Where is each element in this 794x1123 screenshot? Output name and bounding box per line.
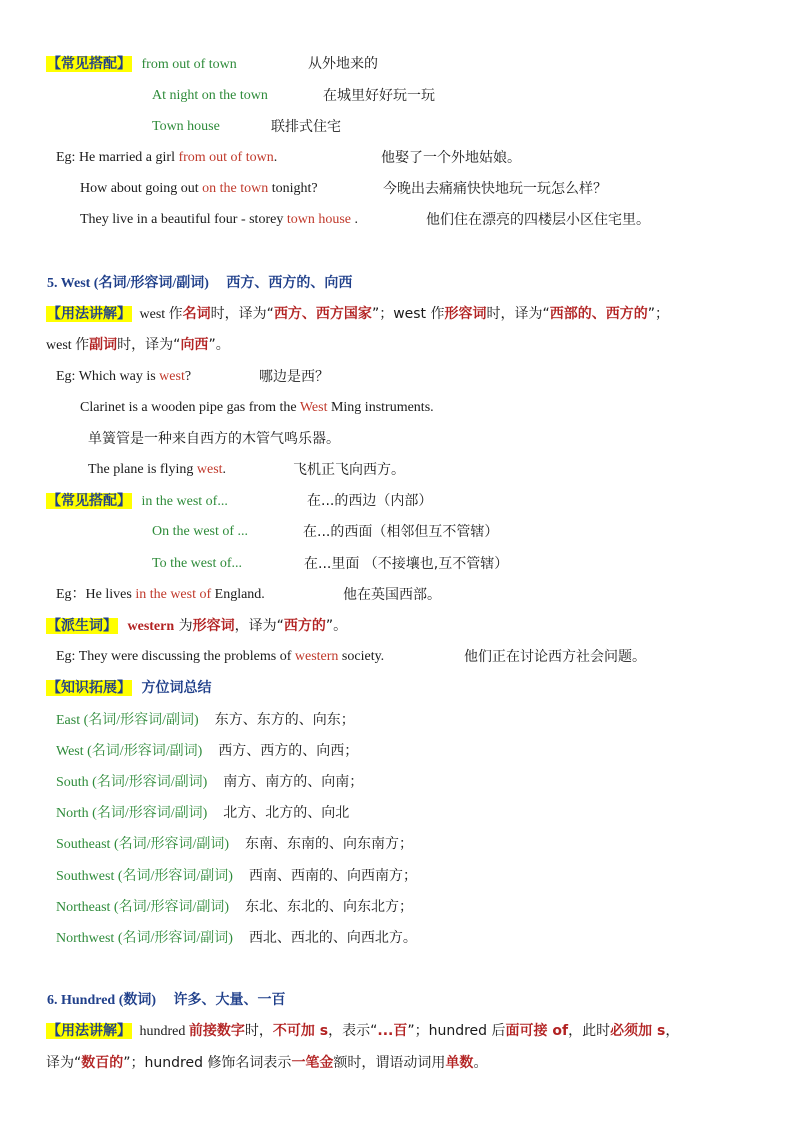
example-sentence: They live in a beautiful four - storey town house . <box>80 212 358 227</box>
section-title <box>47 990 286 1011</box>
collocation-cn: 联排式住宅 <box>271 119 341 135</box>
derived-tag: 【派生词】 <box>47 618 117 634</box>
section-title-en: 6. Hundred (数词) <box>47 993 157 1008</box>
section-title-cn: 西方、西方的、向西 <box>226 275 353 291</box>
example-translation: 他们正在讨论西方社会问题。 <box>464 649 646 665</box>
direction-item: Northeast (名词/形容词/副词) 东北、东北的、向东北方； <box>56 899 414 915</box>
highlight-word: western <box>294 649 339 664</box>
collocation-cn: 在...的西边（内部） <box>307 493 433 509</box>
usage-paragraph-cont: 译为“数百的”；hundred 修饰名词表示一笔金额时，谓语动词用单数。 <box>46 1055 488 1071</box>
collocation-tag: 【常见搭配】 <box>47 493 131 509</box>
direction-item: South (名词/形容词/副词) 南方、南方的、向南； <box>56 774 364 790</box>
highlight-word: West <box>299 400 328 415</box>
collocation-en: To the west of... <box>152 556 243 571</box>
usage-paragraph: 【用法讲解】 hundred 前接数字时，不可加 s，表示“...百”；hundred 后面可接 of，此时必须加 s， <box>47 1023 680 1039</box>
direction-item: North (名词/形容词/副词) 北方、北方的、向北 <box>56 805 350 821</box>
usage-tag: 【用法讲解】 <box>47 1023 131 1039</box>
example-translation: 今晚出去痛痛快快地玩一玩怎么样？ <box>383 181 607 197</box>
example-sentence: Eg: Which way is west? <box>56 369 192 384</box>
usage-tag: 【用法讲解】 <box>47 306 131 322</box>
collocation-en: in the west of... <box>141 494 228 509</box>
example-sentence: Clarinet is a wooden pipe gas from the West Ming instruments. <box>80 400 434 415</box>
highlight-word: west <box>196 462 223 477</box>
example-sentence: Eg: They were discussing the problems of western society. <box>56 649 385 664</box>
highlight-phrase: in the west of <box>135 587 212 602</box>
section-title-cn: 许多、大量、一百 <box>173 992 286 1008</box>
highlight-word: west <box>159 369 185 384</box>
section-title <box>47 273 352 294</box>
example-sentence: How about going out on the town tonight? <box>80 181 318 196</box>
derived-word-row: 【派生词】 western 为形容词，译为“西方的”。 <box>47 618 348 634</box>
collocation-cn: 在...里面 （不接壤也,互不管辖） <box>304 556 509 572</box>
usage-paragraph: 【用法讲解】 west 作名词时，译为“西方、西方国家”；west 作形容词时，译为“西部的、西方的”； <box>47 306 670 322</box>
example-translation: 他们住在漂亮的四楼层小区住宅里。 <box>426 212 650 228</box>
collocation-tag: 【常见搭配】 <box>47 56 131 72</box>
highlight-phrase: from out of town <box>178 150 274 165</box>
example-translation: 他在英国西部。 <box>343 587 441 603</box>
collocation-cn: 从外地来的 <box>308 56 378 72</box>
direction-item: West (名词/形容词/副词) 西方、西方的、向西； <box>56 743 359 759</box>
example-translation: 飞机正飞向西方。 <box>293 462 405 478</box>
collocation-cn: 在...的西面（相邻但互不管辖） <box>303 524 499 540</box>
example-translation: 单簧管是一种来自西方的木管气鸣乐器。 <box>88 431 340 447</box>
collocation-en: from out of town <box>141 57 237 72</box>
direction-item: Southeast (名词/形容词/副词) 东南、东南的、向东南方； <box>56 836 414 852</box>
direction-item: Southwest (名词/形容词/副词) 西南、西南的、向西南方； <box>56 868 417 884</box>
collocation-row <box>46 491 228 512</box>
extension-row <box>46 678 212 699</box>
example-sentence: Eg: He married a girl from out of town. <box>56 150 278 165</box>
collocation-en: On the west of ... <box>152 524 249 539</box>
direction-item: Northwest (名词/形容词/副词) 西北、西北的、向西北方。 <box>56 930 417 946</box>
section-title-en: 5. West (名词/形容词/副词) <box>47 276 209 291</box>
collocation-row <box>46 54 237 75</box>
collocation-en: At night on the town <box>152 88 268 103</box>
example-translation: 哪边是西？ <box>259 369 329 385</box>
highlight-phrase: town house <box>286 212 351 227</box>
direction-item: East (名词/形容词/副词) 东方、东方的、向东； <box>56 712 355 728</box>
highlight-phrase: on the town <box>202 181 269 196</box>
collocation-cn: 在城里好好玩一玩 <box>323 88 435 104</box>
extension-tag: 【知识拓展】 <box>47 680 131 696</box>
example-sentence: The plane is flying west. <box>88 462 227 477</box>
example-sentence: Eg：He lives in the west of England. <box>56 587 265 602</box>
usage-paragraph-cont: west 作副词时，译为“向西”。 <box>46 337 230 353</box>
example-translation: 他娶了一个外地姑娘。 <box>381 150 521 166</box>
collocation-en: Town house <box>152 119 220 134</box>
extension-title: 方位词总结 <box>141 680 212 696</box>
